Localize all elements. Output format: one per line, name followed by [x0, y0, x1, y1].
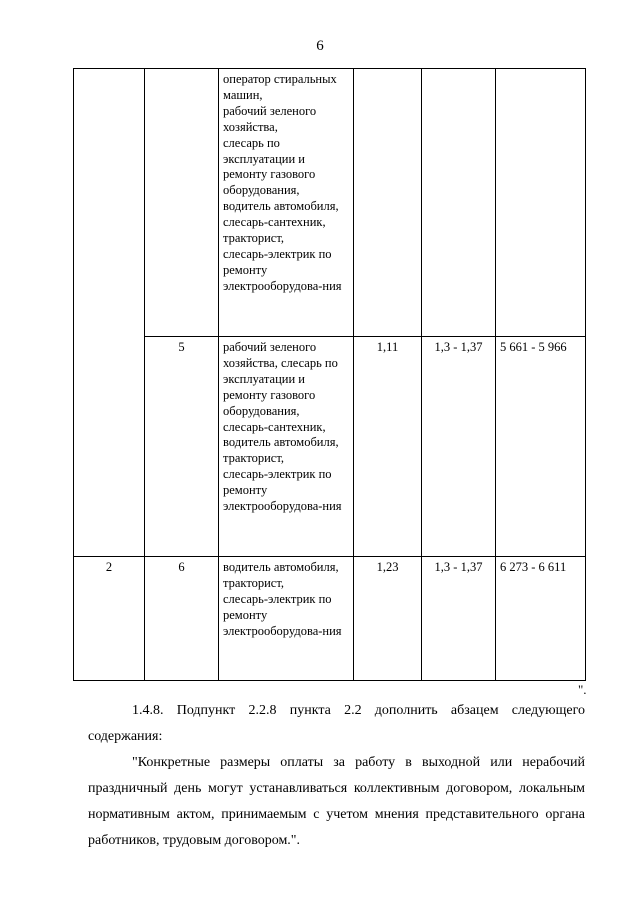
- cell-coefficient: [354, 69, 422, 337]
- cell-range: 1,3 - 1,37: [422, 337, 496, 557]
- cell-salary: 6 273 - 6 611: [496, 557, 586, 681]
- cell-professions: [219, 557, 354, 681]
- table-row: [74, 69, 586, 337]
- cell-level: 5: [145, 337, 219, 557]
- table-row: [74, 337, 586, 557]
- cell-range: [422, 69, 496, 337]
- amendment-paragraph: 1.4.8. Подпункт 2.2.8 пункта 2.2 дополнить абзацем следующего содержания:: [88, 703, 585, 744]
- qualification-table: [73, 68, 586, 681]
- cell-level: [145, 69, 219, 337]
- cell-range: 1,3 - 1,37: [422, 557, 496, 681]
- professions-text: рабочий зеленого хозяйства, слесарь по эксплуатации и ремонту газового оборудования, слесарь-сантехник, водитель автомобиля, тракторист, слесарь-электрик по ремонту электрооборудова-ния: [223, 340, 342, 514]
- professions-text: оператор стиральных машин, рабочий зеленого хозяйства, слесарь по эксплуатации и ремонту газового оборудования, водитель автомобиля, слесарь-сантехник, тракторист, слесарь-электрик по ремонту электрооборудова-ния: [223, 72, 342, 293]
- cell-level: 6: [145, 557, 219, 681]
- professions-text: водитель автомобиля, тракторист, слесарь-электрик по ремонту электрооборудова-ния: [223, 560, 342, 638]
- cell-group: 2: [74, 557, 145, 681]
- amendment-quote-paragraph: "Конкретные размеры оплаты за работу в выходной или нерабочий праздничный день могут устанавливаться коллективным договором, локальным нормативным актом, принимаемым с учетом мнения представительного органа работников, трудовым договором.".: [88, 755, 585, 848]
- cell-salary: [496, 69, 586, 337]
- closing-quote: ".: [578, 682, 587, 697]
- table-row: [74, 557, 586, 681]
- page-number: 6: [316, 38, 324, 54]
- cell-professions: [219, 337, 354, 557]
- cell-salary: 5 661 - 5 966: [496, 337, 586, 557]
- cell-coefficient: 1,23: [354, 557, 422, 681]
- cell-coefficient: 1,11: [354, 337, 422, 557]
- cell-professions: [219, 69, 354, 337]
- cell-group: [74, 69, 145, 557]
